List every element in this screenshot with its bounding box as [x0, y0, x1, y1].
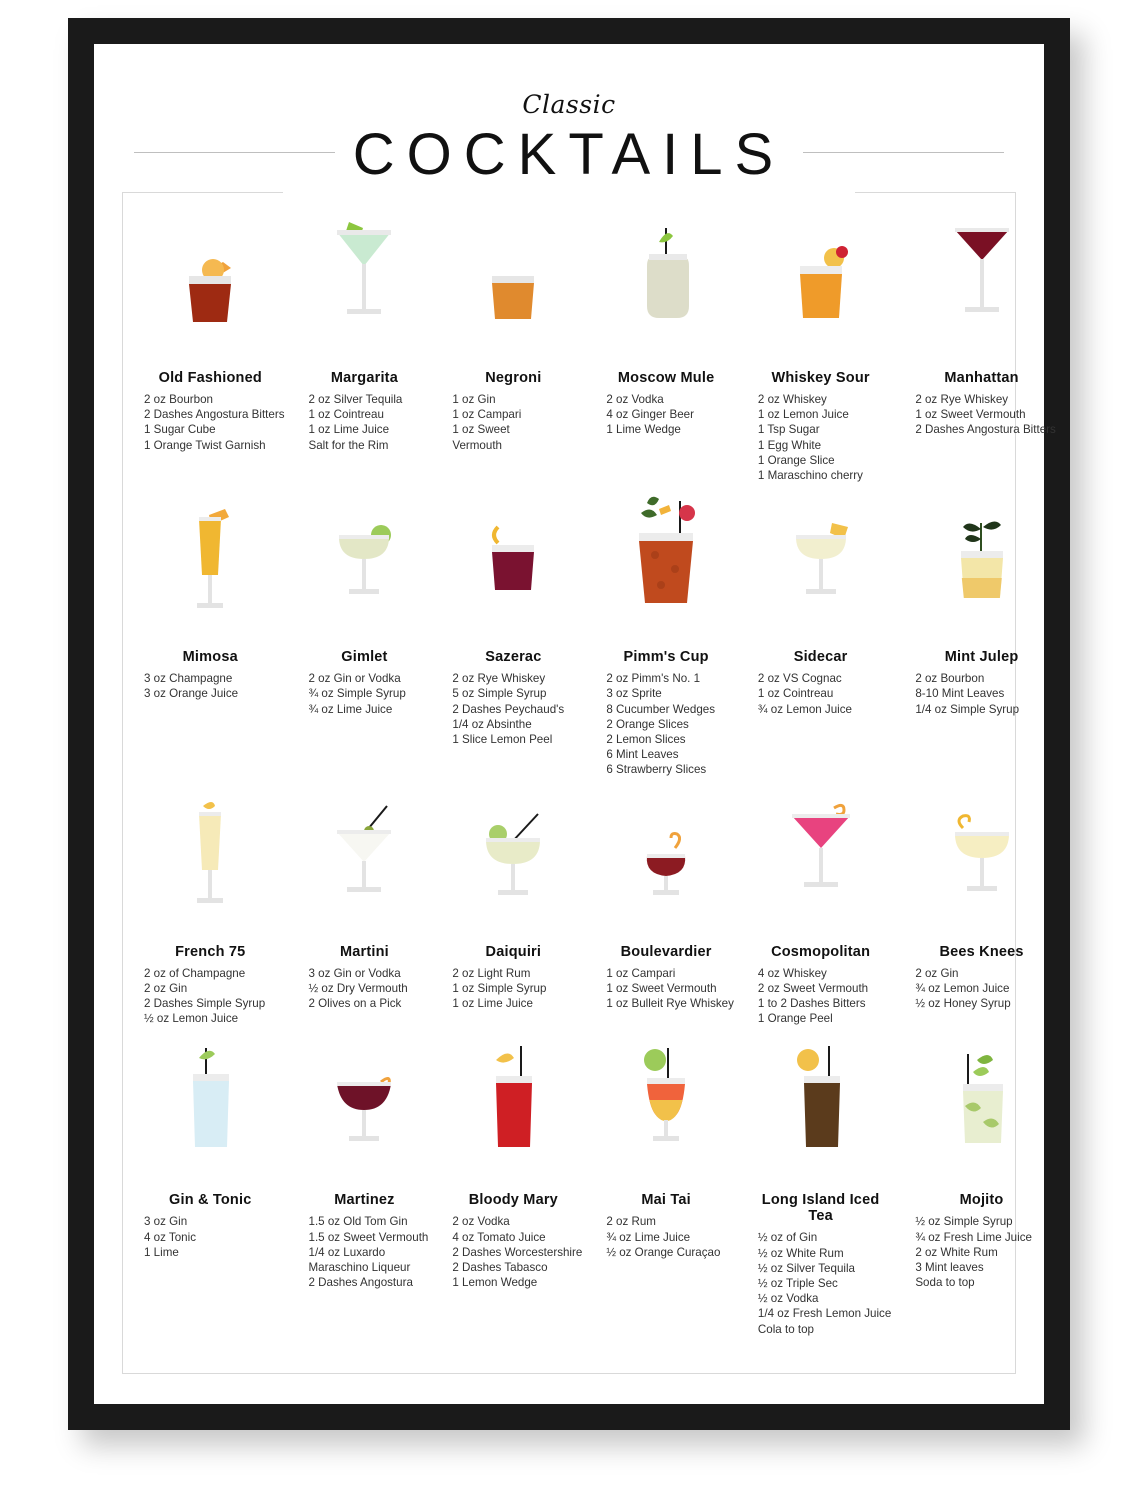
ingredient: ½ oz Triple Sec	[757, 1277, 838, 1291]
cocktail-ingredients	[750, 1230, 891, 1336]
cocktail-card	[901, 788, 1062, 1037]
cocktail-card	[295, 493, 435, 787]
cocktail-ingredients	[136, 392, 285, 453]
ingredient: 4 oz Ginger Beer	[606, 408, 694, 422]
ingredient: Maraschino Liqueur	[308, 1261, 411, 1275]
bloody-mary-highball-icon	[444, 1036, 582, 1186]
poster	[122, 74, 1056, 1374]
ingredient: 1 oz Lime Juice	[452, 997, 533, 1011]
ingredient: 2 Dashes Angostura	[308, 1276, 413, 1290]
ingredient: 1/4 oz Fresh Lemon Juice	[757, 1307, 892, 1321]
cocktail-ingredients	[598, 671, 734, 777]
ingredient: 2 oz Light Rum	[452, 966, 531, 980]
ingredient: ¾ oz Fresh Lime Juice	[915, 1230, 1032, 1244]
cocktail-ingredients	[136, 1214, 285, 1260]
pimms-cup-glass-icon	[598, 493, 734, 643]
cocktail-card	[901, 214, 1062, 493]
ingredient: 1.5 oz Sweet Vermouth	[308, 1230, 429, 1244]
cocktail-name: Mojito	[959, 1192, 1004, 1209]
cocktail-card	[901, 1036, 1062, 1346]
ingredient: 2 oz Vodka	[452, 1215, 510, 1229]
ingredient: 3 Mint leaves	[915, 1261, 984, 1275]
mint-julep-cup-icon	[907, 493, 1056, 643]
ingredient: 3 oz Gin	[144, 1215, 188, 1229]
ingredient: 1.5 oz Old Tom Gin	[308, 1215, 408, 1229]
ingredient: 2 oz Gin	[915, 966, 959, 980]
cocktail-name: Old Fashioned	[158, 370, 262, 386]
ingredient: 2 oz Rye Whiskey	[452, 672, 546, 686]
ingredient: 3 oz Gin or Vodka	[308, 966, 401, 980]
title-rule-right	[803, 152, 1004, 153]
negroni-glass-icon	[444, 214, 582, 364]
ingredient: 1 oz Lemon Juice	[757, 408, 849, 422]
ingredient: 2 Dashes Angostura Bitters	[915, 423, 1056, 437]
moscow-mule-mug-icon	[598, 214, 734, 364]
cocktail-card	[592, 214, 740, 493]
cocktail-name: Sazerac	[485, 649, 542, 666]
cocktail-ingredients	[301, 671, 429, 717]
sazerac-glass-icon	[444, 493, 582, 643]
gin-tonic-highball-icon	[136, 1036, 285, 1186]
ingredient: 1 Orange Peel	[757, 1012, 833, 1026]
cocktail-ingredients	[750, 671, 891, 717]
ingredient: 4 oz Tomato Juice	[452, 1230, 546, 1244]
ingredient: 1 Orange Twist Garnish	[144, 438, 266, 452]
mojito-glass-icon	[907, 1036, 1056, 1186]
whiskey-sour-glass-icon	[750, 214, 891, 364]
ingredient: 1 Lemon Wedge	[452, 1276, 538, 1290]
cocktail-name: Bees Knees	[939, 943, 1024, 960]
ingredient: 1 oz Cointreau	[308, 408, 384, 422]
cocktail-card	[592, 493, 740, 787]
ingredient: Soda to top	[915, 1276, 975, 1290]
ingredient: 1/4 oz Luxardo	[308, 1245, 386, 1259]
ingredient: 1 Slice Lemon Peel	[452, 733, 553, 747]
cocktail-name: Gimlet	[341, 649, 388, 666]
cocktail-name: Negroni	[485, 370, 542, 386]
ingredient: 2 oz Bourbon	[144, 393, 213, 406]
ingredient: 1/4 oz Simple Syrup	[915, 702, 1020, 716]
ingredient: 2 oz Pimm's No. 1	[606, 672, 701, 686]
cocktail-card	[744, 214, 897, 493]
ingredient: 8-10 Mint Leaves	[915, 687, 1005, 701]
cocktail-name: Bloody Mary	[468, 1192, 558, 1209]
cocktail-card	[438, 788, 588, 1037]
ingredient: 6 Strawberry Slices	[606, 763, 707, 777]
cocktail-ingredients	[750, 966, 891, 1027]
cocktail-name: Margarita	[330, 370, 398, 386]
cocktail-name: Whiskey Sour	[771, 370, 870, 386]
ingredient: 1 oz Sweet	[452, 423, 510, 437]
ingredient: ½ oz Dry Vermouth	[308, 981, 408, 995]
cocktail-name: Boulevardier	[620, 943, 712, 960]
ingredient: ¾ oz Lemon Juice	[757, 702, 852, 716]
ingredient: 1 oz Bulleit Rye Whiskey	[606, 997, 734, 1011]
ingredient: 1 to 2 Dashes Bitters	[757, 997, 866, 1011]
ingredient: ¾ oz Lime Juice	[606, 1230, 691, 1244]
ingredient: 1 oz Gin	[452, 393, 496, 406]
cocktail-name: Long Island Iced Tea	[761, 1192, 880, 1225]
cocktail-ingredients	[907, 671, 1056, 717]
ingredient: 2 oz Whiskey	[757, 393, 827, 406]
ingredient: 3 oz Sprite	[606, 687, 662, 701]
martinez-coupe-icon	[301, 1036, 429, 1186]
ingredient: ¾ oz Lemon Juice	[915, 981, 1010, 995]
ingredient: 6 Mint Leaves	[606, 748, 679, 762]
ingredient: 1 oz Simple Syrup	[452, 981, 547, 995]
poster-title-row	[122, 121, 1016, 188]
ingredient: 3 oz Champagne	[144, 672, 233, 686]
cocktail-name: Moscow Mule	[617, 370, 715, 386]
cocktail-ingredients	[444, 392, 582, 453]
manhattan-glass-icon	[907, 214, 1056, 364]
cocktail-card	[744, 788, 897, 1037]
cocktail-card	[901, 493, 1062, 787]
ingredient: 2 Dashes Tabasco	[452, 1261, 548, 1275]
ingredient: ½ oz Honey Syrup	[915, 997, 1011, 1011]
ingredient: 1 oz Sweet Vermouth	[606, 981, 717, 995]
ingredient: 1 oz Campari	[452, 408, 522, 422]
ingredient: ½ oz Silver Tequila	[757, 1261, 856, 1275]
mai-tai-hurricane-icon	[598, 1036, 734, 1186]
title-rule-left	[134, 152, 335, 153]
cocktail-ingredients	[598, 966, 734, 1012]
ingredient: 1 Sugar Cube	[144, 423, 216, 437]
cocktail-card	[130, 493, 291, 787]
old-fashioned-glass-icon	[136, 214, 285, 364]
cocktail-name: Manhattan	[944, 370, 1019, 386]
ingredient: 1/4 oz Absinthe	[452, 717, 532, 731]
ingredient: 2 oz Gin or Vodka	[308, 672, 401, 686]
ingredient: 3 oz Orange Juice	[144, 687, 239, 701]
page-title: COCKTAILS	[352, 122, 786, 187]
long-island-highball-icon	[750, 1036, 891, 1186]
cocktail-name: Mint Julep	[944, 649, 1019, 666]
frame-mat	[94, 44, 1056, 1404]
cocktail-ingredients	[136, 966, 285, 1027]
cocktail-ingredients	[598, 1214, 734, 1260]
french75-flute-icon	[136, 788, 285, 938]
cocktail-name: Martini	[339, 943, 389, 960]
ingredient: 1 oz Sweet Vermouth	[915, 408, 1026, 422]
daiquiri-coupe-icon	[444, 788, 582, 938]
ingredient: 2 oz Bourbon	[915, 672, 985, 686]
poster-script-title: Classic	[522, 90, 616, 119]
ingredient: ¾ oz Lime Juice	[308, 702, 393, 716]
cocktail-name: Mimosa	[182, 649, 238, 666]
cocktail-card	[295, 1036, 435, 1346]
ingredient: ½ oz Simple Syrup	[915, 1215, 1013, 1229]
cocktail-name: Mai Tai	[641, 1192, 691, 1209]
ingredient: 2 oz Rum	[606, 1215, 656, 1229]
cocktail-card	[130, 214, 291, 493]
cocktail-card	[744, 493, 897, 787]
ingredient: 4 oz Whiskey	[757, 966, 827, 980]
ingredient: 1 oz Cointreau	[757, 687, 834, 701]
ingredient: 4 oz Tonic	[144, 1230, 196, 1244]
ingredient: 1 Orange Slice	[757, 453, 835, 467]
cocktail-card	[130, 788, 291, 1037]
cocktail-card	[592, 788, 740, 1037]
ingredient: 8 Cucumber Wedges	[606, 702, 716, 716]
ingredient: 1 Maraschino cherry	[757, 469, 863, 483]
cocktail-name: Cosmopolitan	[771, 943, 871, 960]
cocktail-name: Martinez	[334, 1192, 395, 1209]
cocktail-name: Sidecar	[793, 649, 848, 666]
cocktail-name: Gin & Tonic	[169, 1192, 252, 1209]
ingredient: ½ oz White Rum	[757, 1246, 844, 1260]
cocktail-ingredients	[444, 671, 582, 747]
cocktail-ingredients	[750, 392, 891, 483]
cocktail-ingredients	[907, 1214, 1056, 1290]
cocktail-ingredients	[907, 966, 1056, 1012]
ingredient: ¾ oz Simple Syrup	[308, 687, 406, 701]
ingredient: 1 Lime Wedge	[606, 423, 681, 437]
ingredient: 1 oz Campari	[606, 966, 676, 980]
ingredient: 2 Olives on a Pick	[308, 997, 402, 1011]
bees-knees-coupe-icon	[907, 788, 1056, 938]
cocktail-card	[295, 214, 435, 493]
cocktail-ingredients	[907, 392, 1056, 438]
margarita-glass-icon	[301, 214, 429, 364]
ingredient: ½ oz of Gin	[757, 1231, 818, 1245]
ingredient: 2 Dashes Peychaud's	[452, 702, 565, 716]
ingredient: 2 oz Gin	[144, 981, 188, 995]
cocktail-ingredients	[598, 392, 734, 438]
ingredient: 2 oz of Champagne	[144, 966, 246, 980]
cocktail-name: Pimm's Cup	[623, 649, 709, 666]
cocktail-ingredients	[301, 392, 429, 453]
ingredient: ½ oz Vodka	[757, 1292, 819, 1306]
ingredient: 2 Lemon Slices	[606, 733, 686, 747]
ingredient: 2 oz Rye Whiskey	[915, 393, 1009, 406]
ingredient: 1 oz Lime Juice	[308, 423, 390, 437]
cocktail-card	[438, 214, 588, 493]
cocktail-ingredients	[444, 1214, 582, 1290]
cocktail-name: Daiquiri	[485, 943, 542, 960]
cocktail-ingredients	[136, 671, 285, 701]
ingredient: 2 Dashes Worcestershire	[452, 1245, 583, 1259]
cosmopolitan-glass-icon	[750, 788, 891, 938]
ingredient: 2 oz Sweet Vermouth	[757, 981, 869, 995]
cocktail-ingredients	[301, 1214, 429, 1290]
boulevardier-snifter-icon	[598, 788, 734, 938]
cocktail-card	[592, 1036, 740, 1346]
ingredient: ½ oz Orange Curaçao	[606, 1245, 721, 1259]
ingredient: 2 oz White Rum	[915, 1245, 998, 1259]
ingredient: 2 oz Vodka	[606, 393, 664, 406]
picture-frame	[68, 18, 1070, 1430]
ingredient: 2 Dashes Simple Syrup	[144, 997, 266, 1011]
gimlet-coupe-icon	[301, 493, 429, 643]
cocktail-card	[130, 1036, 291, 1346]
ingredient: 1 Lime	[144, 1245, 179, 1259]
cocktail-grid	[130, 214, 1056, 1347]
ingredient: 1 Egg White	[757, 438, 822, 452]
cocktail-card	[295, 788, 435, 1037]
cocktail-ingredients	[444, 966, 582, 1012]
ingredient: 2 oz VS Cognac	[757, 672, 842, 686]
martini-glass-icon	[301, 788, 429, 938]
ingredient: 2 Dashes Angostura Bitters	[144, 408, 285, 422]
ingredient: Salt for the Rim	[308, 438, 389, 452]
ingredient: 2 Orange Slices	[606, 717, 689, 731]
ingredient: 5 oz Simple Syrup	[452, 687, 547, 701]
cocktail-card	[438, 493, 588, 787]
sidecar-coupe-icon	[750, 493, 891, 643]
cocktail-name: French 75	[175, 943, 246, 960]
ingredient: 2 oz Silver Tequila	[308, 393, 403, 406]
cocktail-card	[744, 1036, 897, 1346]
ingredient: 1 Tsp Sugar	[757, 423, 820, 437]
ingredient: Cola to top	[757, 1322, 814, 1336]
ingredient: ½ oz Lemon Juice	[144, 1012, 239, 1026]
cocktail-card	[438, 1036, 588, 1346]
mimosa-flute-icon	[136, 493, 285, 643]
ingredient: Vermouth	[452, 438, 502, 452]
cocktail-ingredients	[301, 966, 429, 1012]
